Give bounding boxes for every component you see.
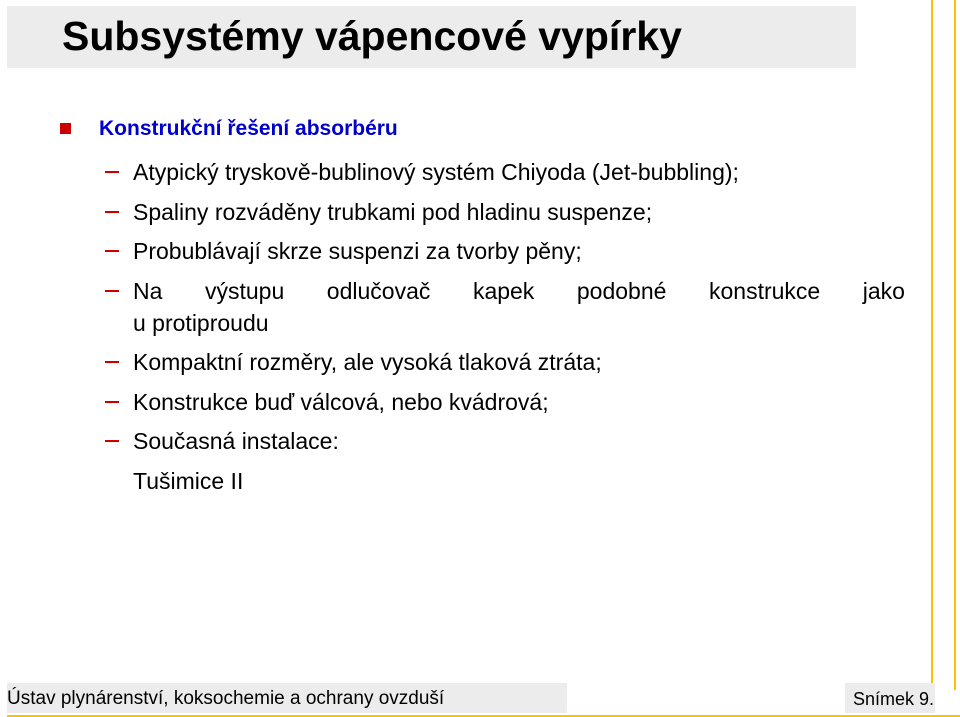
list-item-text: Spaliny rozváděny trubkami pod hladinu suspenze; — [133, 199, 653, 225]
list-item-text: Konstrukce buď válcová, nebo kvádrová; — [133, 389, 549, 415]
list-item-text-justified — [133, 277, 905, 305]
list-item — [0, 237, 930, 265]
word: odlučovač — [326, 278, 431, 304]
list-item — [0, 427, 930, 455]
word: Na — [133, 278, 163, 304]
decor-vertical-line — [931, 0, 933, 690]
dash-bullet-icon — [105, 211, 119, 213]
list-item-text: Kompaktní rozměry, ale vysoká tlaková ztráta; — [133, 349, 602, 375]
square-bullet-icon — [60, 123, 71, 134]
dash-bullet-icon — [105, 440, 119, 442]
footer-institute: Ústav plynárenství, koksochemie a ochrany ovzduší — [7, 688, 445, 709]
list-item-text: Atypický tryskově-bublinový systém Chiyoda (Jet-bubbling); — [133, 159, 739, 185]
list-item-continuation: u protiproudu — [133, 310, 269, 336]
dash-bullet-icon — [105, 361, 119, 363]
word: výstupu — [204, 278, 285, 304]
slide-title: Subsystémy vápencové vypírky — [62, 13, 682, 59]
word: konstrukce — [708, 278, 821, 304]
word: jako — [862, 278, 905, 304]
dash-bullet-icon — [105, 401, 119, 403]
list-item — [0, 277, 930, 305]
decor-vertical-line-outer — [954, 0, 956, 690]
dash-bullet-icon — [105, 171, 119, 173]
slide-footer — [0, 683, 960, 717]
list-item-text: Probublávají skrze suspenzi za tvorby pěny; — [133, 238, 582, 264]
list-item — [0, 348, 930, 376]
list-item — [0, 158, 930, 186]
word: kapek — [472, 278, 535, 304]
list-item — [0, 388, 930, 416]
dash-bullet-icon — [105, 290, 119, 292]
dash-bullet-icon — [105, 250, 119, 252]
word: podobné — [576, 278, 667, 304]
list-item — [0, 198, 930, 226]
list-item-continuation: Tušimice II — [133, 468, 244, 494]
slide-number: Snímek 9. — [853, 689, 935, 709]
section-heading: Konstrukční řešení absorbéru — [99, 117, 398, 140]
list-item-text: Současná instalace: — [133, 428, 339, 454]
